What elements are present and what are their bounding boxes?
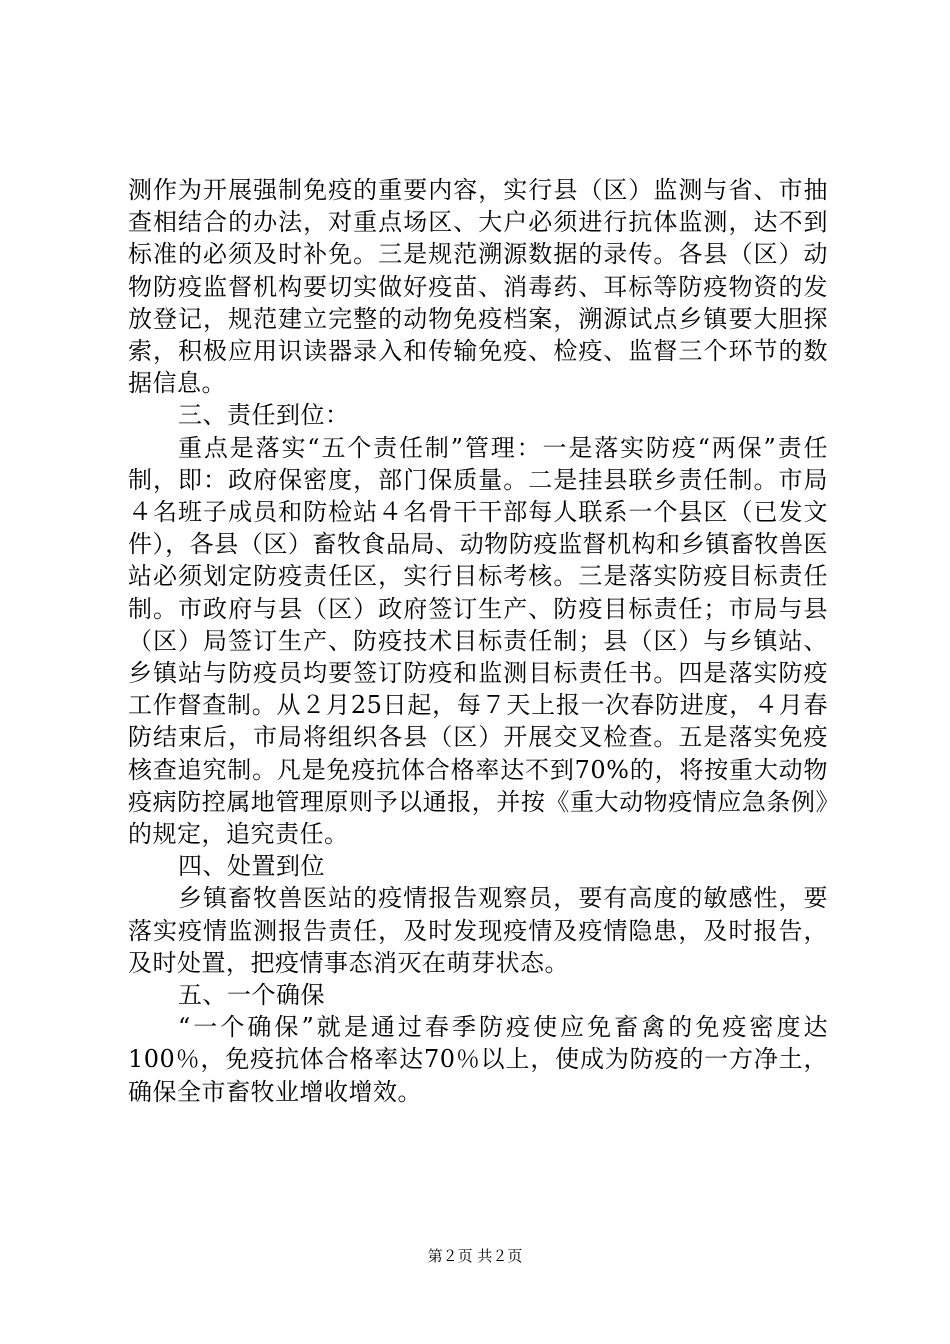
page-number-footer: 第２页 共２页 bbox=[427, 1247, 523, 1265]
section-heading-one-guarantee: 五、一个确保 bbox=[178, 981, 325, 1010]
paragraph-responsibility: 重点是落实“五个责任制”管理：一是落实防疫“两保”责任制，即：政府保密度，部门保质量。二是挂县联乡责任制。市局４名班子成员和防检站４名骨干干部每人联系一个县区（已发文件），各县（区）畜牧食品局、动物防疫监督机构和乡镇畜牧兽医站必须划定防疫责任区，实行目标考核。三是落实防疫目标责任制。市政府与县（区）政府签订生产、防疫目标责任；市局与县（区）局签订生产、防疫技术目标责任制；县（区）与乡镇站、乡镇站与防疫员均要签订防疫和监测目标责任书。四是落实防疫工作督查制。从２月25日起，每７天上报一次春防进度，４月春防结束后，市局将组织各县（区）开展交叉检查。五是落实免疫核查追究制。凡是免疫抗体合格率达不到70%的，将按重大动物疫病防控属地管理原则予以通报，并按《重大动物疫情应急条例》的规定，追究责任。 bbox=[128, 433, 828, 849]
document-body bbox=[128, 174, 828, 1108]
section-heading-responsibility: 三、责任到位： bbox=[178, 401, 350, 430]
paragraph-one-guarantee: “一个确保”就是通过春季防疫使应免畜禽的免疫密度达100％，免疫抗体合格率达70％以上，使成为防疫的一方净土，确保全市畜牧业增收增效。 bbox=[128, 1013, 828, 1106]
section-heading-disposal: 四、处置到位 bbox=[178, 852, 325, 881]
paragraph-disposal: 乡镇畜牧兽医站的疫情报告观察员，要有高度的敏感性，要落实疫情监测报告责任，及时发现疫情及疫情隐患，及时报告，及时处置，把疫情事态消灭在萌芽状态。 bbox=[128, 884, 828, 977]
paragraph-continuation: 测作为开展强制免疫的重要内容，实行县（区）监测与省、市抽查相结合的办法，对重点场区、大户必须进行抗体监测，达不到标准的必须及时补免。三是规范溯源数据的录传。各县（区）动物防疫监督机构要切实做好疫苗、消毒药、耳标等防疫物资的发放登记，规范建立完整的动物免疫档案，溯源试点乡镇要大胆探索，积极应用识读器录入和传输免疫、检疫、监督三个环节的数据信息。 bbox=[128, 176, 828, 398]
